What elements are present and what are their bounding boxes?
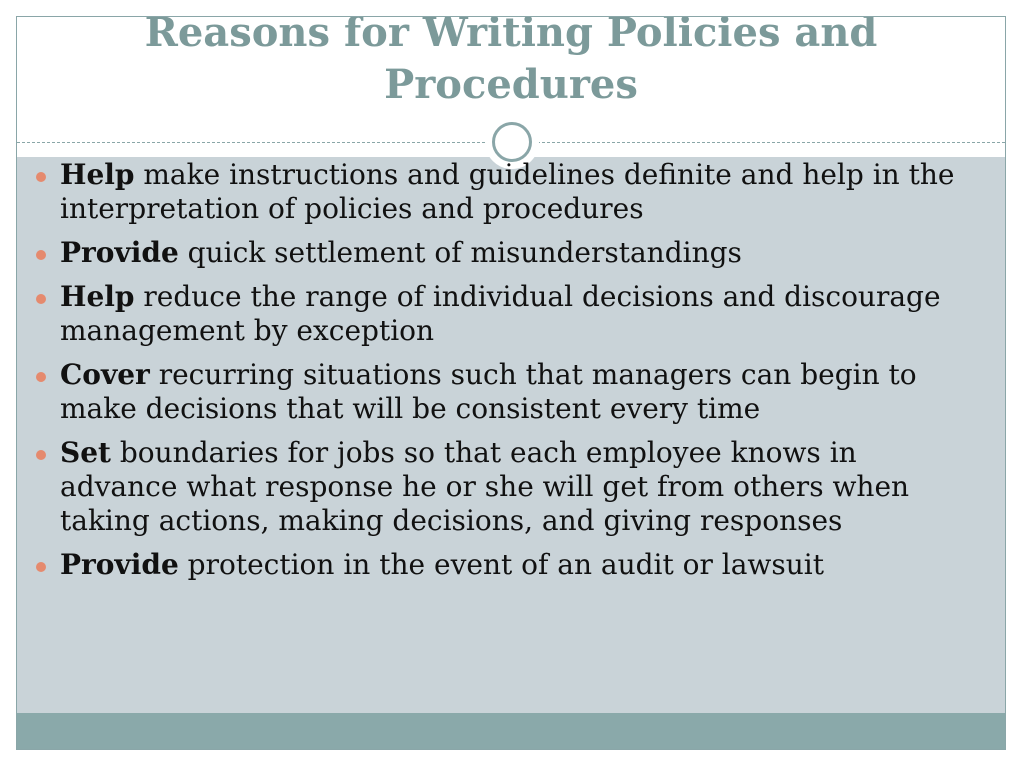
list-item — [36, 236, 956, 270]
bullet-dot-icon — [36, 562, 46, 572]
bullet-dot-icon — [36, 250, 46, 260]
bullet-text: recurring situations such that managers can begin to make decisions that will be consistent every time — [60, 358, 917, 425]
bullet-text: protection in the event of an audit or lawsuit — [178, 548, 825, 581]
bullet-text: boundaries for jobs so that each employee knows in advance what response he or she will get from others when taking actions, making decisions, and giving responses — [60, 436, 910, 537]
bullet-lead: Help — [60, 158, 135, 191]
bullet-lead: Provide — [60, 548, 179, 581]
bullet-dot-icon — [36, 172, 46, 182]
list-item — [36, 358, 956, 426]
bullet-text: quick settlement of misunderstandings — [178, 236, 742, 269]
list-item — [36, 158, 956, 226]
footer-bar — [17, 713, 1005, 749]
bullet-dot-icon — [36, 372, 46, 382]
list-item — [36, 280, 956, 348]
bullet-dot-icon — [36, 450, 46, 460]
bullet-dot-icon — [36, 294, 46, 304]
slide-title: Reasons for Writing Policies and Procedures — [144, 16, 878, 108]
bullet-lead: Help — [60, 280, 135, 313]
bullet-text: make instructions and guidelines definite and help in the interpretation of policies and procedures — [60, 158, 955, 225]
bullet-list — [36, 158, 956, 592]
circle-ornament-ring — [492, 122, 532, 162]
bullet-lead: Provide — [60, 236, 179, 269]
bullet-lead: Cover — [60, 358, 150, 391]
bullet-text: reduce the range of individual decisions and discourage management by exception — [60, 280, 941, 347]
list-item — [36, 548, 956, 582]
bullet-lead: Set — [60, 436, 111, 469]
list-item — [36, 436, 956, 538]
